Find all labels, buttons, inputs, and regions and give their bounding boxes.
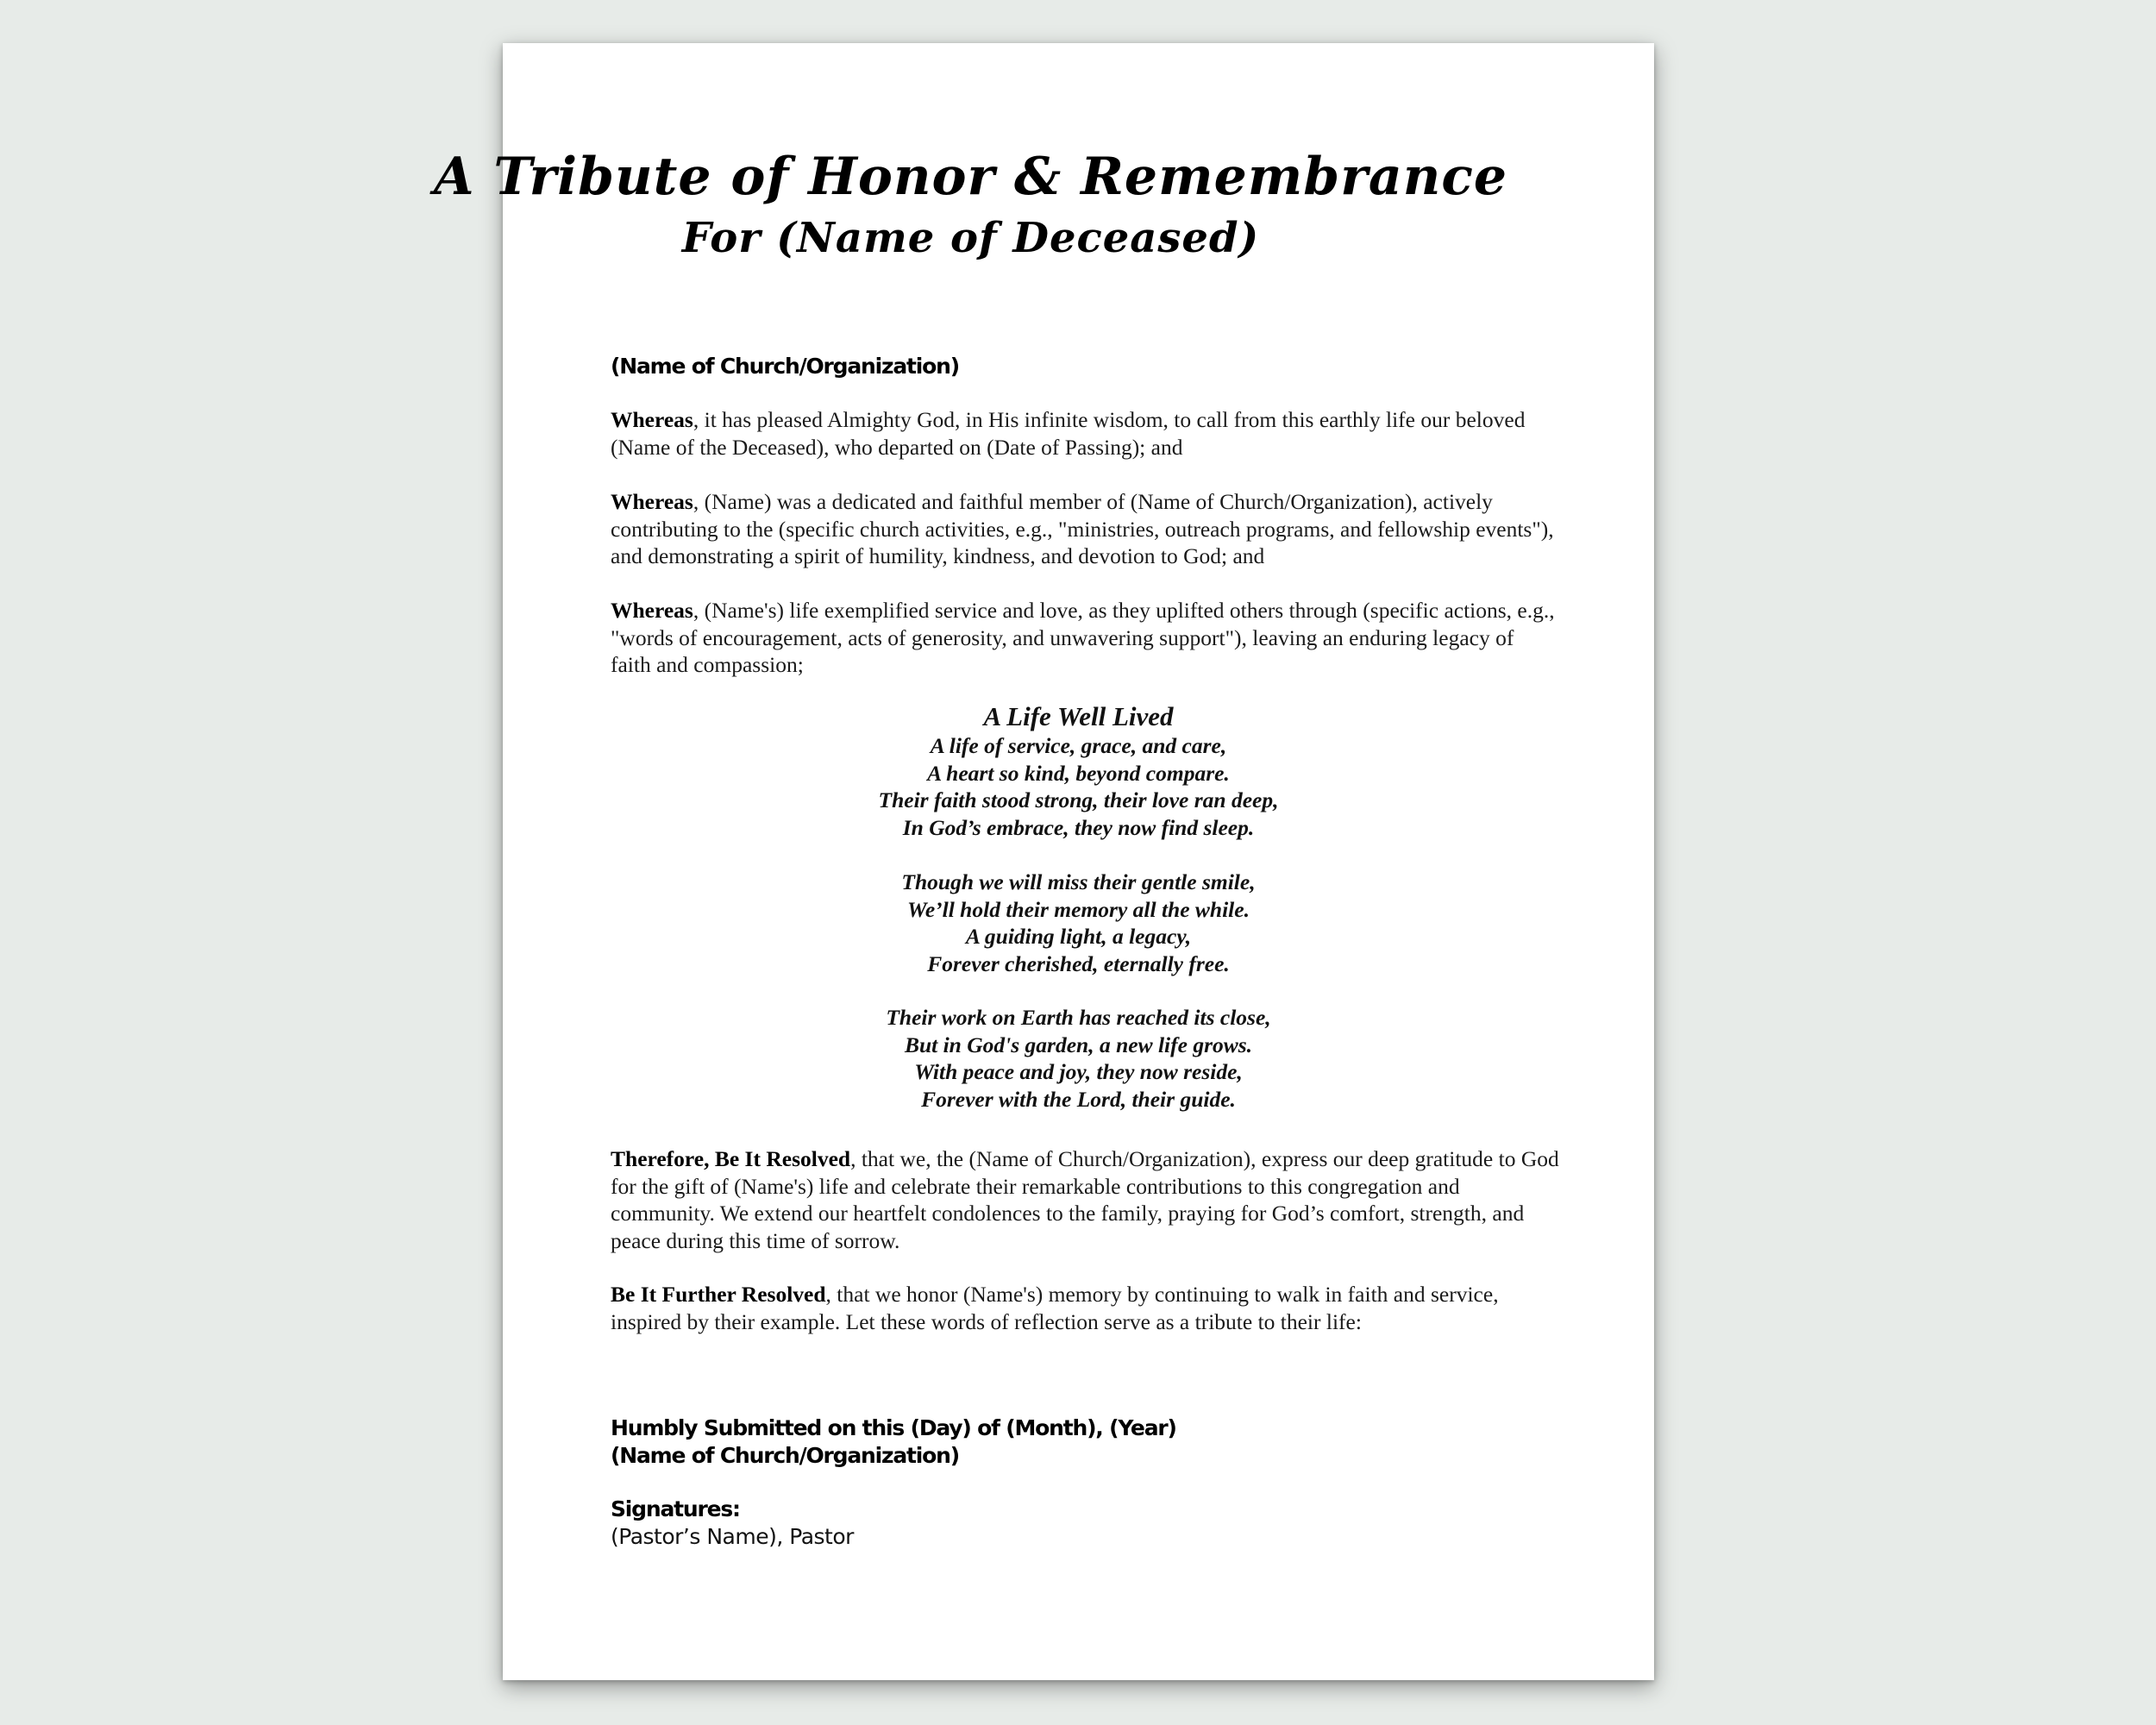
submission-organization: (Name of Church/Organization) — [611, 1443, 959, 1468]
poem-stanza-1 — [503, 732, 1654, 841]
poem-line: Though we will miss their gentle smile, — [901, 869, 1256, 894]
whereas-paragraph-1 — [611, 406, 1559, 461]
poem-line: With peace and joy, they now reside, — [914, 1059, 1243, 1084]
whereas-paragraph-3 — [611, 597, 1559, 679]
poem-line: Their faith stood strong, their love ran deep, — [878, 787, 1279, 812]
paragraph-lead: Whereas — [611, 489, 693, 514]
paragraph-text: , that we, the (Name of Church/Organization), express our deep gratitude to God for the gift of (Name's) life and celebrate their remarkable contributions to this congregation and community. We extend our heartfelt condolences to the family, praying for God’s comfort, strength, and peace during this time of sorrow. — [611, 1146, 1559, 1253]
poem-title: A Life Well Lived — [983, 701, 1174, 731]
poem-line: Forever with the Lord, their guide. — [921, 1086, 1236, 1112]
poem-line: We’ll hold their memory all the while. — [907, 896, 1250, 922]
poem-stanza-2 — [503, 869, 1654, 977]
further-resolved-paragraph — [611, 1281, 1559, 1335]
paragraph-text: , (Name's) life exemplified service and love, as they uplifted others through (specific actions, e.g., "words of encouragement, acts of generosity, and unwavering support"), leaving an enduring legacy of faith and compassion; — [611, 598, 1555, 677]
poem-line: In God’s embrace, they now find sleep. — [902, 814, 1255, 840]
resolved-paragraph — [611, 1145, 1559, 1254]
poem-line: Their work on Earth has reached its close, — [886, 1005, 1271, 1030]
poem-line: But in God's garden, a new life grows. — [904, 1032, 1253, 1057]
poem-line: Forever cherished, eternally free. — [927, 950, 1230, 976]
document-title: A Tribute of Honor & Remembrance — [433, 147, 1508, 207]
organization-heading: (Name of Church/Organization) — [611, 354, 959, 379]
submission-date-line: Humbly Submitted on this (Day) of (Month), (Year) — [611, 1415, 1176, 1440]
poem-line: A guiding light, a legacy, — [965, 924, 1192, 949]
poem-stanza-3 — [503, 1004, 1654, 1113]
document-subtitle: For (Name of Deceased) — [681, 214, 1260, 262]
paragraph-lead: Whereas — [611, 598, 693, 623]
poem-line: A life of service, grace, and care, — [930, 733, 1227, 758]
paragraph-text: , that we honor (Name's) memory by continuing to walk in faith and service, inspired by their example. Let these words of reflection serve as a tribute to their life: — [611, 1282, 1499, 1334]
paragraph-text: , (Name) was a dedicated and faithful member of (Name of Church/Organization), actively contributing to the (specific church activities, e.g., "ministries, outreach programs, and fellowship events"), and demonstrating a spirit of humility, kindness, and devotion to God; and — [611, 489, 1554, 568]
pastor-signature-line: (Pastor’s Name), Pastor — [611, 1524, 854, 1549]
paragraph-lead: Be It Further Resolved — [611, 1282, 826, 1307]
signatures-label: Signatures: — [611, 1496, 740, 1521]
paragraph-lead: Whereas — [611, 407, 693, 432]
whereas-paragraph-2 — [611, 488, 1559, 570]
paragraph-lead: Therefore, Be It Resolved — [611, 1146, 851, 1171]
document-page — [433, 43, 1654, 1680]
poem-line: A heart so kind, beyond compare. — [927, 760, 1230, 786]
paragraph-text: , it has pleased Almighty God, in His infinite wisdom, to call from this earthly life our beloved (Name of the Deceased), who departed on (Date of Passing); and — [611, 407, 1526, 460]
